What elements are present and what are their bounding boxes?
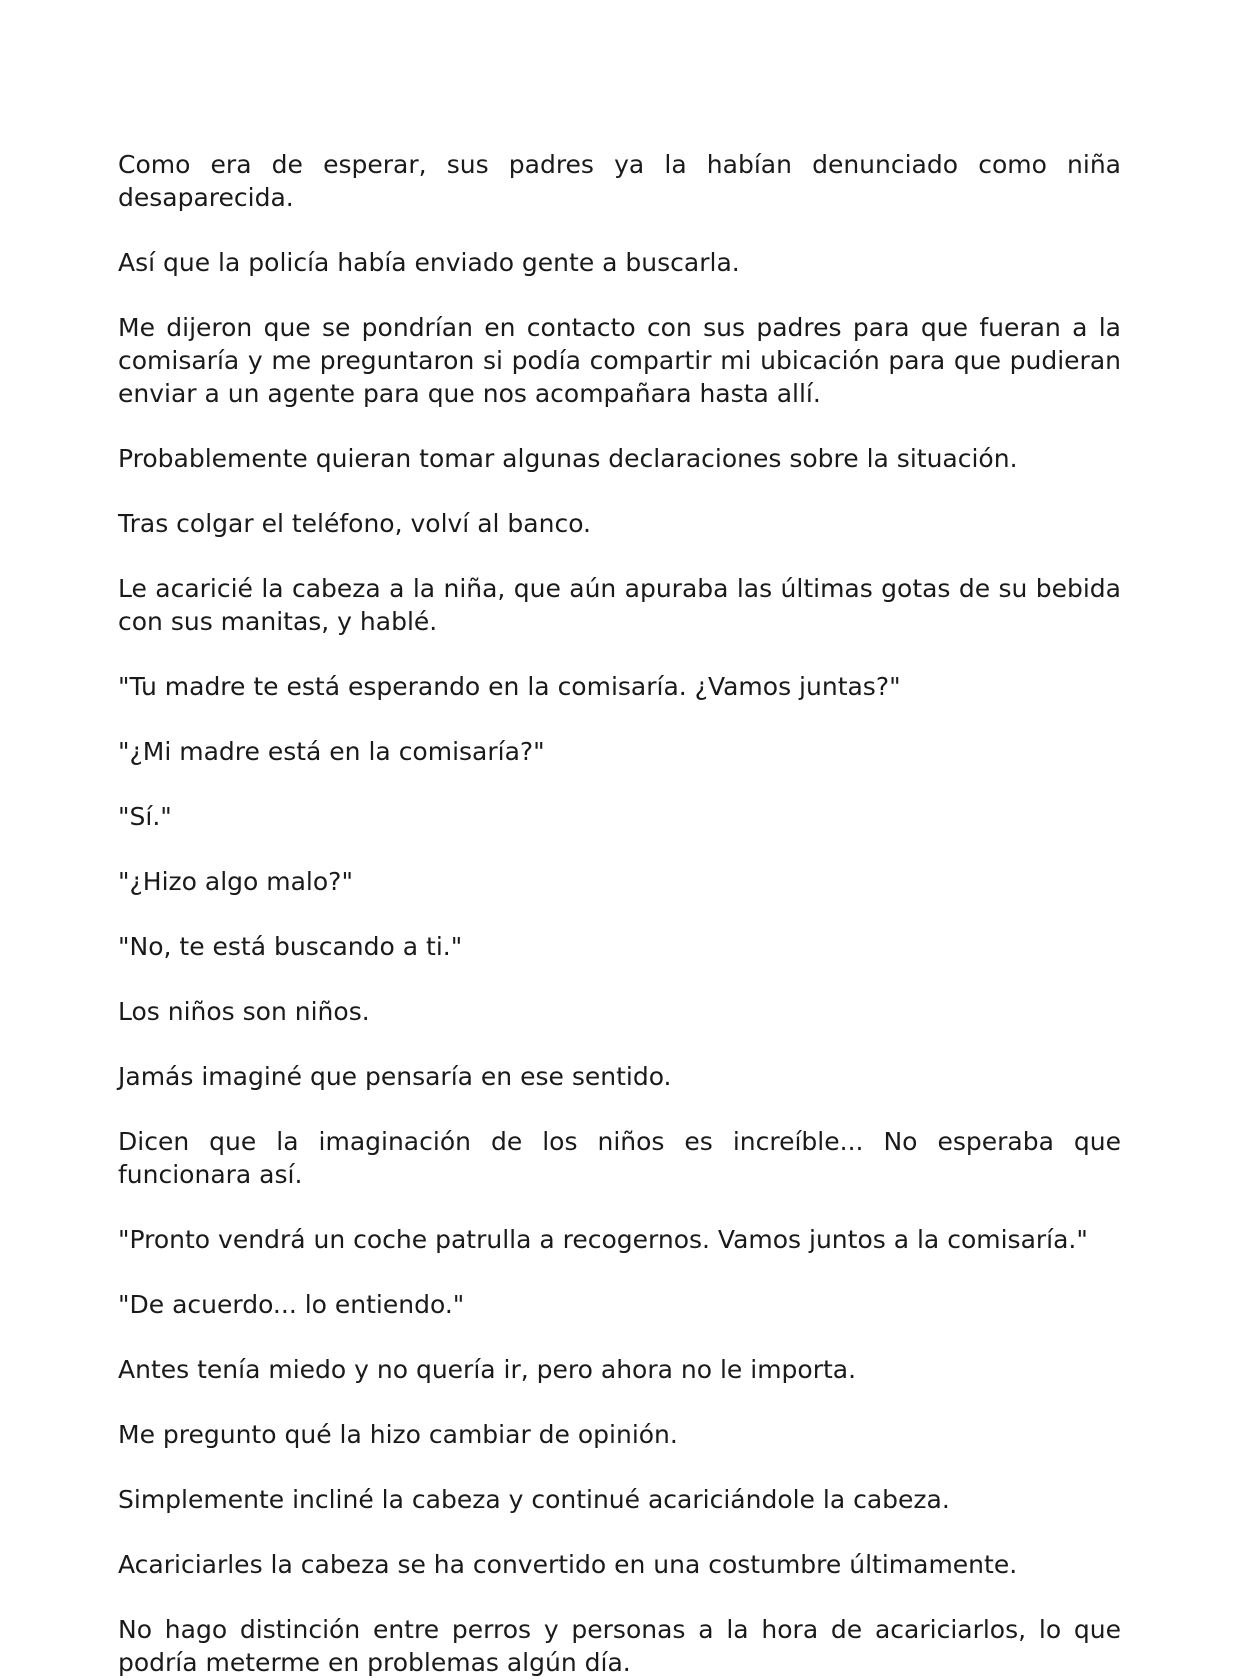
paragraph: No hago distinción entre perros y personas a la hora de acariciarlos, lo que podría meterme en problemas algún día. <box>118 1615 1121 1677</box>
dialogue-line: "No, te está buscando a ti." <box>118 932 463 961</box>
paragraph: Acariciarles la cabeza se ha convertido en una costumbre últimamente. <box>118 1550 1018 1579</box>
paragraph: Los niños son niños. <box>118 997 370 1026</box>
paragraph: Como era de esperar, sus padres ya la habían denunciado como niña desaparecida. <box>118 150 1121 212</box>
dialogue-line: "¿Mi madre está en la comisaría?" <box>118 737 545 766</box>
dialogue-line: "¿Hizo algo malo?" <box>118 867 353 896</box>
paragraph: Jamás imaginé que pensaría en ese sentido. <box>118 1062 672 1091</box>
paragraph: Simplemente incliné la cabeza y continué acariciándole la cabeza. <box>118 1485 950 1514</box>
paragraph: Probablemente quieran tomar algunas declaraciones sobre la situación. <box>118 444 1018 473</box>
paragraph: Me dijeron que se pondrían en contacto con sus padres para que fueran a la comisaría y me preguntaron si podía compartir mi ubicación para que pudieran enviar a un agente para que nos acompañara hasta allí. <box>118 313 1121 408</box>
paragraph: Me pregunto qué la hizo cambiar de opinión. <box>118 1420 678 1449</box>
dialogue-line: "De acuerdo... lo entiendo." <box>118 1290 465 1319</box>
paragraph: Le acaricié la cabeza a la niña, que aún apuraba las últimas gotas de su bebida con sus manitas, y hablé. <box>118 574 1121 636</box>
paragraph: Tras colgar el teléfono, volví al banco. <box>118 509 591 538</box>
body-text <box>118 148 1121 1679</box>
dialogue-line: "Tu madre te está esperando en la comisaría. ¿Vamos juntas?" <box>118 672 901 701</box>
paragraph: Dicen que la imaginación de los niños es increíble... No esperaba que funcionara así. <box>118 1127 1121 1189</box>
dialogue-line: "Sí." <box>118 802 172 831</box>
paragraph: Antes tenía miedo y no quería ir, pero ahora no le importa. <box>118 1355 857 1384</box>
dialogue-line: "Pronto vendrá un coche patrulla a recogernos. Vamos juntos a la comisaría." <box>118 1225 1088 1254</box>
paragraph: Así que la policía había enviado gente a buscarla. <box>118 248 740 277</box>
